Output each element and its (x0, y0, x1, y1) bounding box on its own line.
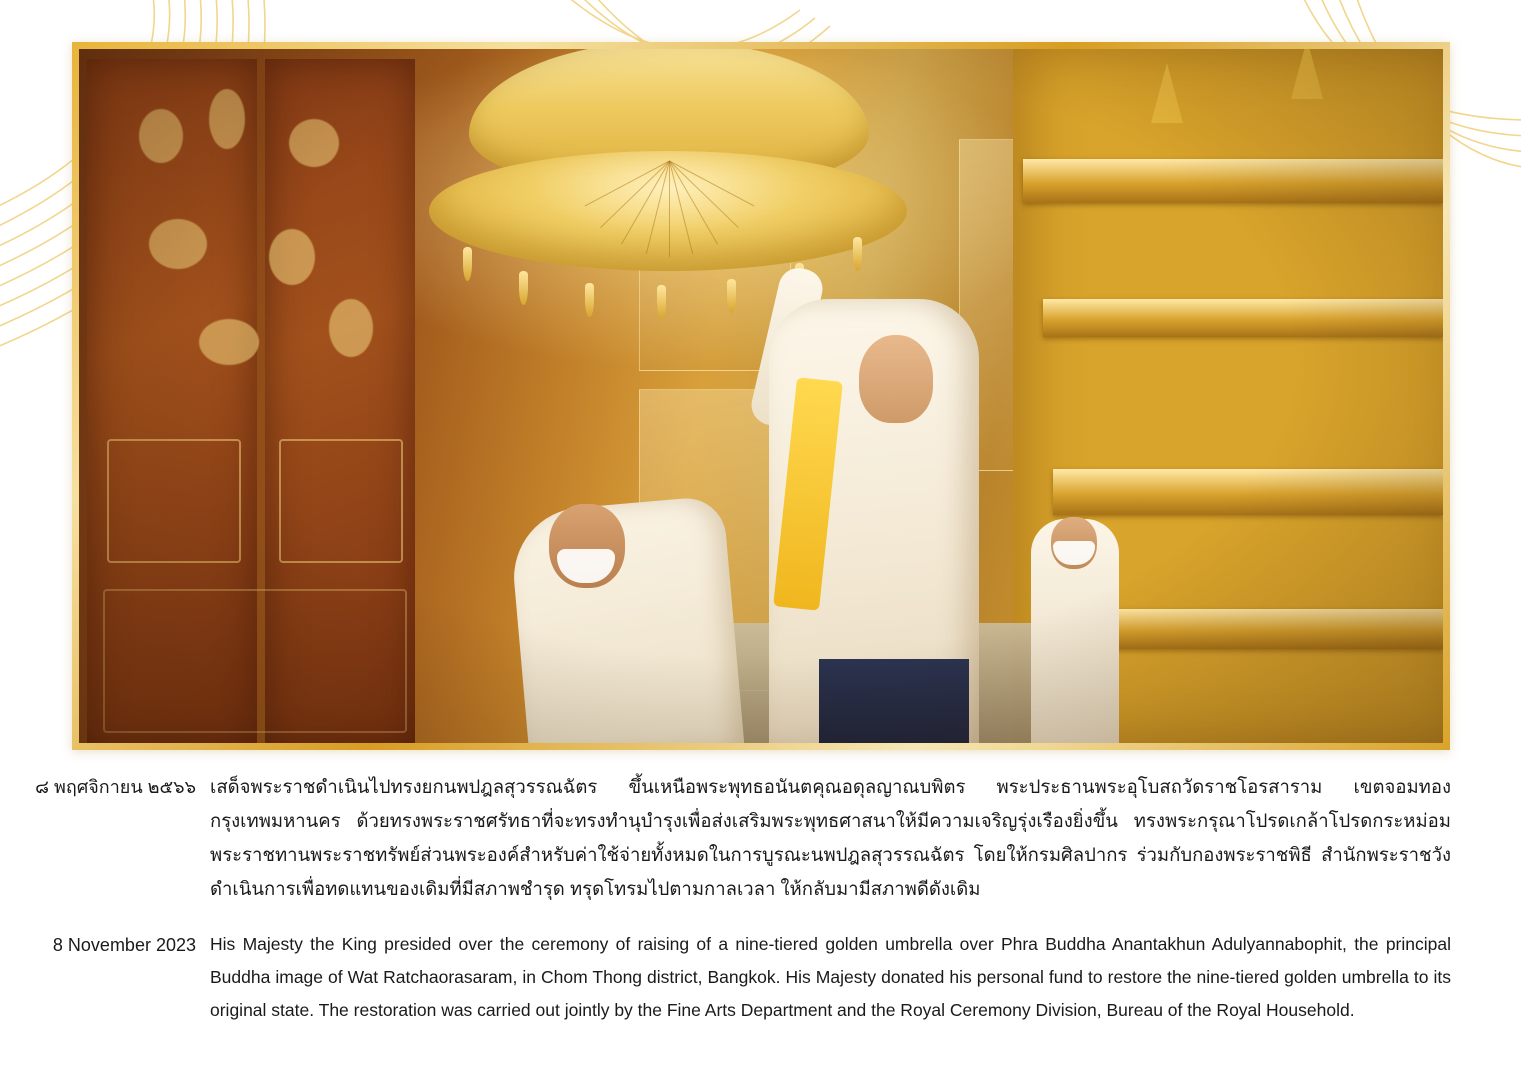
photo-frame (72, 42, 1450, 750)
caption-spacer (0, 906, 1521, 928)
royal-ceremony-photograph (79, 49, 1443, 743)
thai-caption-row (0, 770, 1521, 906)
photo-vignette (79, 49, 1443, 743)
caption-area (0, 770, 1521, 1027)
english-caption-text: His Majesty the King presided over the ceremony of raising of a nine-tiered golden umbrella over Phra Buddha Anantakhun Adulyannabophit, the principal Buddha image of Wat Ratchaorasaram, in Chom Thong district, Bangkok. His Majesty donated his personal fund to restore the nine-tiered golden umbrella to its original state. The restoration was carried out jointly by the Fine Arts Department and the Royal Ceremony Division, Bureau of the Royal Household. (210, 934, 1451, 1020)
thai-date: ๘ พฤศจิกายน ๒๕๖๖ (35, 777, 196, 797)
thai-caption-text: เสด็จพระราชดำเนินไปทรงยกนพปฎลสุวรรณฉัตร ขึ้นเหนือพระพุทธอนันตคุณอดุลญาณบพิตร พระประธานพระอุโบสถวัดราชโอรสาราม เขตจอมทอง กรุงเทพมหานคร ด้วยทรงพระราชศรัทธาที่จะทรงทำนุบำรุงเพื่อส่งเสริมพระพุทธศาสนาให้มีความเจริญรุ่งเรืองยิ่งขึ้น ทรงพระกรุณาโปรดเกล้าโปรดกระหม่อม พระราชทานพระราชทรัพย์ส่วนพระองค์สำหรับค่าใช้จ่ายทั้งหมดในการบูรณะนพปฎลสุวรรณฉัตร โดยให้กรมศิลปากร ร่วมกับกองพระราชพิธี สำนักพระราชวัง ดำเนินการเพื่อทดแทนของเดิมที่มีสภาพชำรุด ทรุดโทรมไปตามกาลเวลา ให้กลับมามีสภาพดีดังเดิม (210, 776, 1451, 899)
english-date: 8 November 2023 (52, 935, 196, 955)
english-caption-row (0, 928, 1521, 1027)
